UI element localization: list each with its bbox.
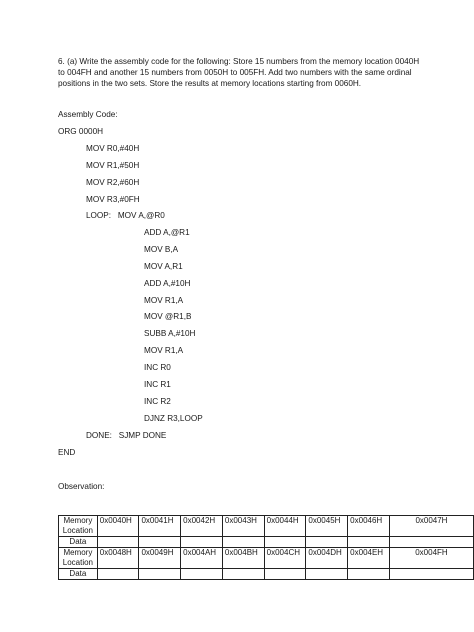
assembly-code-heading: Assembly Code: [58, 110, 118, 119]
data-cell [389, 537, 473, 548]
code-line: SUBB A,#10H [144, 329, 196, 338]
address-cell: 0x0048H [97, 548, 139, 569]
data-cell [306, 537, 348, 548]
code-line: MOV R1,A [144, 346, 184, 355]
data-cell [139, 537, 181, 548]
address-cell: 0x0047H [389, 516, 473, 537]
question-line: to 004FH and another 15 numbers from 0050H to 005FH. Add two numbers with the same ordinal [58, 68, 412, 77]
address-cell: 0x0044H [264, 516, 306, 537]
data-cell [181, 537, 223, 548]
address-cell: 0x0043H [222, 516, 264, 537]
code-line: MOV R2,#60H [86, 178, 140, 187]
org-directive: ORG 0000H [58, 127, 104, 136]
data-cell [306, 569, 348, 580]
address-cell: 0x004CH [264, 548, 306, 569]
table-row [59, 569, 474, 580]
loop-label-line: LOOP: MOV A,@R0 [86, 211, 165, 220]
code-line: ADD A,@R1 [144, 228, 190, 237]
data-cell [264, 537, 306, 548]
address-cell: 0x004BH [222, 548, 264, 569]
question-line: positions in the two sets. Store the results at memory locations starting from 0060H. [58, 79, 362, 88]
code-line: MOV R1,#50H [86, 161, 140, 170]
data-cell [181, 569, 223, 580]
code-line: MOV R0,#40H [86, 144, 140, 153]
address-cell: 0x0042H [181, 516, 223, 537]
data-cell [97, 569, 139, 580]
data-cell [264, 569, 306, 580]
data-cell [97, 537, 139, 548]
code-line: INC R1 [144, 380, 171, 389]
address-cell: 0x0049H [139, 548, 181, 569]
observation-heading: Observation: [58, 482, 105, 491]
done-label-line: DONE: SJMP DONE [86, 431, 167, 440]
code-line: INC R0 [144, 363, 171, 372]
data-cell [348, 569, 390, 580]
data-cell [348, 537, 390, 548]
code-line: MOV R1,A [144, 296, 184, 305]
code-line: ADD A,#10H [144, 279, 191, 288]
address-cell: 0x004DH [306, 548, 348, 569]
address-cell: 0x0040H [97, 516, 139, 537]
address-cell: 0x0041H [139, 516, 181, 537]
address-cell: 0x0045H [306, 516, 348, 537]
code-line: MOV B,A [144, 245, 179, 254]
table-row [59, 548, 474, 569]
data-cell [139, 569, 181, 580]
table-row [59, 537, 474, 548]
code-line: MOV @R1,B [144, 312, 192, 321]
question-text [58, 56, 430, 89]
observation-table [58, 515, 474, 580]
end-directive: END [58, 448, 76, 457]
data-cell [222, 569, 264, 580]
data-cell [389, 569, 473, 580]
data-label-cell: Data [59, 537, 98, 548]
data-label-cell: Data [59, 569, 98, 580]
address-cell: 0x004EH [348, 548, 390, 569]
code-line: MOV R3,#0FH [86, 195, 140, 204]
table-header-cell: Memory Location [59, 548, 98, 569]
code-line: MOV A,R1 [144, 262, 183, 271]
code-line: DJNZ R3,LOOP [144, 414, 203, 423]
table-row [59, 516, 474, 537]
table-header-cell: Memory Location [59, 516, 98, 537]
data-cell [222, 537, 264, 548]
address-cell: 0x004FH [389, 548, 473, 569]
address-cell: 0x0046H [348, 516, 390, 537]
question-line: 6. (a) Write the assembly code for the following: Store 15 numbers from the memory location 0040H [58, 57, 420, 66]
code-line: INC R2 [144, 397, 171, 406]
address-cell: 0x004AH [181, 548, 223, 569]
